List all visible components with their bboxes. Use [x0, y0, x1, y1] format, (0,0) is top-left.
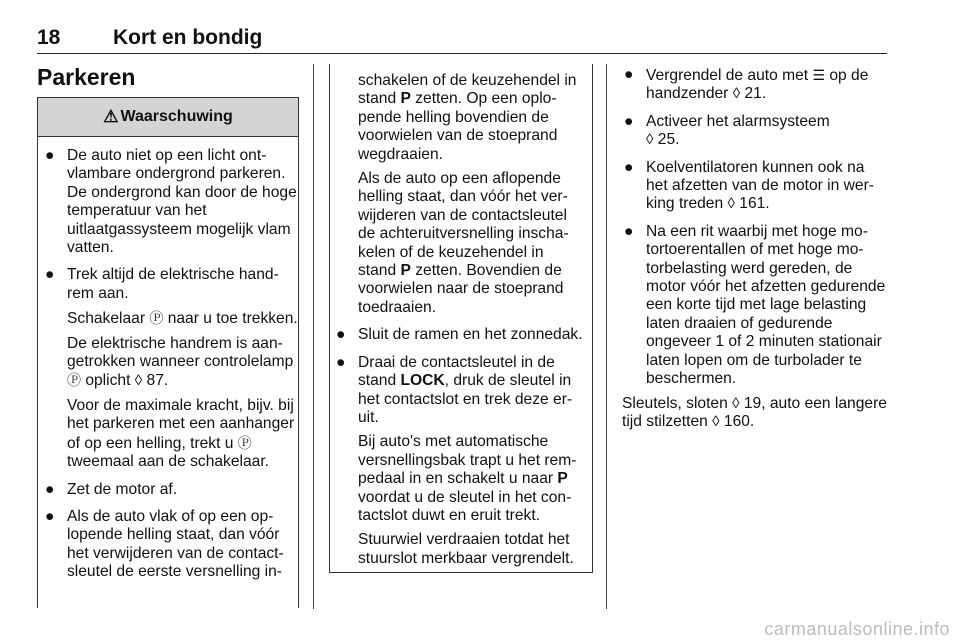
page-ref[interactable]: 25. [657, 131, 680, 149]
right-column [622, 66, 888, 431]
list-item: ● Als de auto vlak of op een oplopende helling staat, dan vóór het verwijderen van de contactsleutel de eerste versnelling in- [45, 507, 284, 581]
bullet-icon: ● [45, 480, 55, 498]
list-item: ● Zet de motor af. [45, 480, 178, 498]
list-item: ● Trek altijd de elektrische handrem aan. [45, 266, 279, 302]
paragraph: Stuurwiel verdraaien totdat het stuurslot merkbaar vergrendelt. [358, 531, 574, 567]
column-divider [606, 64, 607, 609]
parking-brake-icon: Ⓟ [237, 434, 252, 451]
bullet-icon: ● [336, 326, 346, 344]
list-item: ● Draai de contactsleutel in de stand LOCK, druk de sleutel in het contactslot en trek deze eruit. [336, 353, 573, 426]
lock-icon: ☰ [812, 67, 826, 83]
parking-brake-icon: Ⓟ [149, 310, 164, 327]
list-item: ● Activeer het alarmsysteem ◊ 25. [624, 112, 830, 149]
page-ref[interactable]: 161. [739, 195, 770, 213]
list-item: ● Na een rit waarbij met hoge motortoerentallen of met hoge motorbelasting werd gereden, de motor vóór het afzetten gedurende een korte tijd met lage belasting laten draaien of gedurende ongeveer 1 of 2 minuten stationair laten lopen om de turbolader te beschermen. [624, 222, 886, 388]
list-item: ● De auto niet op een licht ontvlambare ondergrond parkeren. De ondergrond kan door de hoge temperatuur van het uitlaatgassysteem mogelijk vlam vatten. [45, 147, 297, 257]
warning-box-continued [329, 64, 593, 573]
page-ref-icon: ◊ [712, 412, 720, 430]
bullet-icon: ● [45, 147, 55, 164]
page-ref-icon: ◊ [727, 195, 735, 213]
paragraph: Als de auto op een aflopende helling staat, dan vóór het verwijderen van de contactsleutel de achteruitversnelling inschakelen of de keuzehendel in stand P zetten. Bovendien de voorwielen naar de stoeprand toedraaien. [358, 170, 569, 316]
warning-body [38, 137, 298, 582]
page-ref[interactable]: 160. [723, 412, 755, 430]
paragraph: Voor de maximale kracht, bijv. bij het parkeren met een aanhanger of op een helling, trekt u Ⓟ tweemaal aan de schakelaar. [67, 396, 295, 471]
warning-icon: ⚠ [103, 107, 119, 126]
page-ref[interactable]: 21. [744, 85, 767, 103]
paragraph: De elektrische handrem is aangetrokken wanneer controlelamp Ⓟ oplicht ◊ 87. [67, 334, 294, 390]
page-ref-icon: ◊ [134, 372, 143, 390]
page-ref-icon: ◊ [732, 394, 740, 412]
list-item: ● Vergrendel de auto met ☰ op de handzender ◊ 21. [624, 66, 869, 103]
warning-heading: Waarschuwing [120, 108, 233, 125]
paragraph: Sleutels, sloten ◊ 19, auto een langere tijd stilzetten ◊ 160. [622, 394, 887, 430]
bullet-icon: ● [624, 66, 634, 83]
bullet-icon: ● [336, 353, 346, 371]
paragraph: schakelen of de keuzehendel in stand P zetten. Op een oplopende helling bovendien de voorwielen van de stoeprand wegdraaien. [358, 72, 577, 163]
paragraph: Schakelaar Ⓟ naar u toe trekken. [67, 310, 298, 328]
list-item: ● Koelventilatoren kunnen ook na het afzetten van de motor in werking treden ◊ 161. [624, 158, 874, 213]
bullet-icon: ● [624, 158, 634, 176]
section-title: Parkeren [37, 64, 136, 90]
list-item: ● Sluit de ramen en het zonnedak. [336, 326, 583, 344]
page-ref-icon: ◊ [732, 85, 741, 103]
watermark: carmanualsonline.info [764, 619, 950, 639]
page-header [37, 26, 887, 54]
bullet-icon: ● [624, 112, 634, 130]
page-ref[interactable]: 87. [146, 372, 169, 390]
column-divider [313, 64, 314, 609]
page-title: Kort en bondig [113, 26, 263, 49]
bullet-icon: ● [45, 507, 55, 525]
warning-header [38, 98, 298, 137]
header-divider [37, 53, 887, 54]
bullet-icon: ● [624, 222, 634, 240]
bullet-icon: ● [45, 266, 55, 284]
page-number: 18 [37, 26, 61, 49]
warning-box [37, 97, 299, 608]
parking-brake-icon: Ⓟ [67, 372, 81, 389]
paragraph: Bij auto's met automatische versnellingsbak trapt u het rempedaal in en schakelt u naar P voordat u de sleutel in het contactslot duwt en eruit trekt. [358, 433, 577, 524]
warning-body-continued [330, 64, 584, 568]
page-ref[interactable]: 19 [743, 394, 762, 412]
page-ref-icon: ◊ [646, 131, 654, 149]
